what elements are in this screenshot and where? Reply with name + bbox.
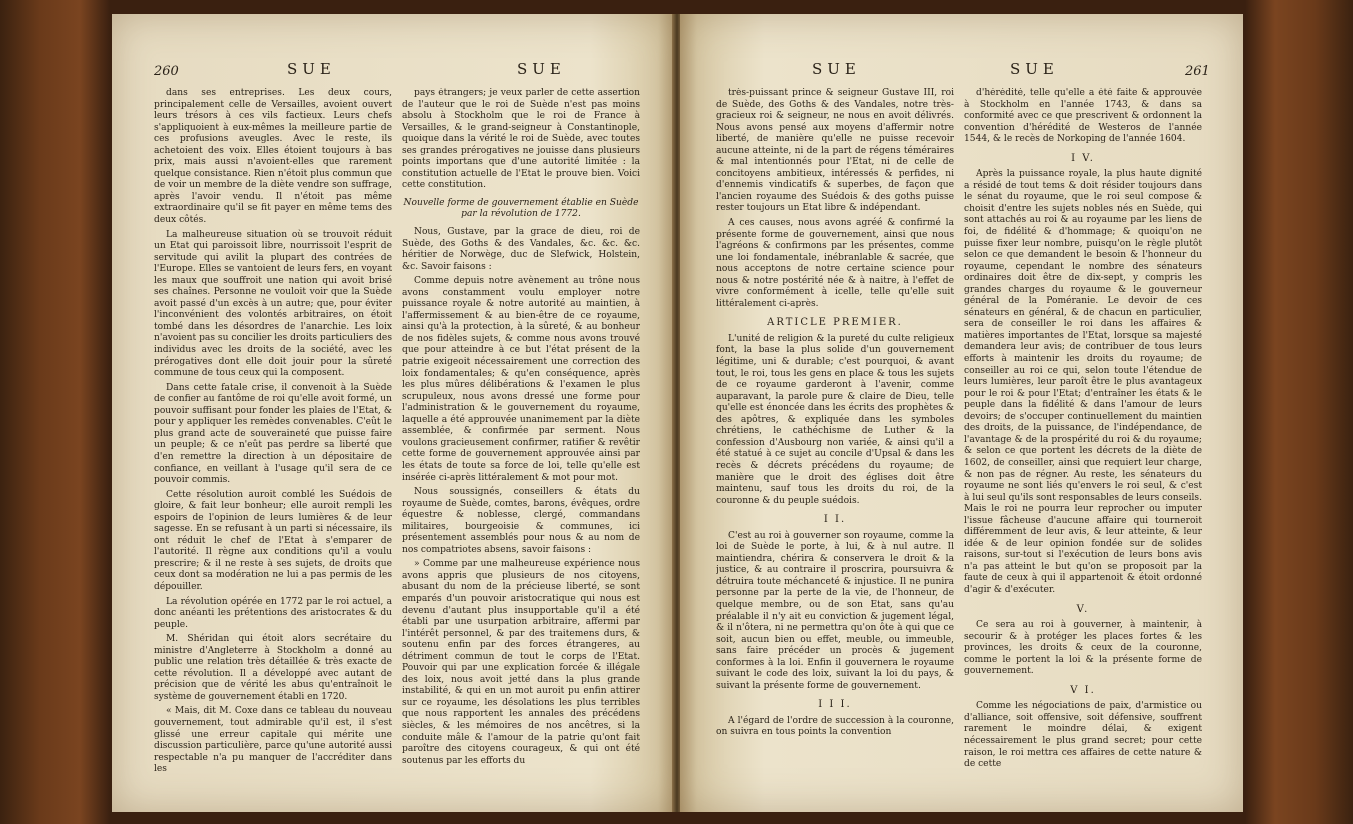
paragraph: pays étrangers; je veux parler de cette assertion de l'auteur que le roi de Suède n'est pas moins absolu à Stockholm que le roi de France à Versailles, & le grand-seigneur à Constantinople, quoique dans la vérité le roi de Suède, avec toutes ses grandes prérogatives ne jouisse dans plusieurs points importans que d'une autorité limitée : la constitution actuelle de l'Etat le prouve bien. Voici cette constitution.	[402, 88, 640, 191]
left-page	[112, 14, 675, 812]
paragraph: très-puissant prince & seigneur Gustave III, roi de Suède, des Goths & des Vandales, notre très-gracieux roi & seigneur, ne nous en avoit délivrés. Nous avons pensé aux moyens d'affermir notre liberté, de manière qu'elle ne puisse recevoir aucune atteinte, ni de la part de régens téméraires & mal intentionnés pour l'Etat, ni de celle de concitoyens ambitieux, intéressés & perfides, ni d'ennemis vindicatifs & superbes, de façon que l'ancien royaume des Suédois & des goths puisse rester toujours un Etat libre & indépendant.	[716, 88, 954, 214]
paragraph: d'hérédité, telle qu'elle a été faite & approuvée à Stockholm en l'année 1743, & dans sa conformité avec ce que prescrivent & ordonnent la convention d'hérédité de Westeros de l'année 1544, & le recès de Norkoping de l'année 1604.	[964, 88, 1202, 145]
paragraph: Après la puissance royale, la plus haute dignité a résidé de tout tems & doit résider toujours dans le sénat du royaume, que le roi seul compose & choisit d'entre les sujets nobles nés en Suède, qui sont attachés au roi & au royaume par les liens de foi, de fidélité & d'hommage; & quoiqu'on ne puisse fixer leur nombre, puisqu'on le règle plutôt selon ce que demandent le besoin & l'honneur du royaume, cependant le nombre des sénateurs ordinaires doit être de dix-sept, y compris les grandes charges du royaume & le gouverneur général de la Poméranie. Le devoir de ces sénateurs en général, & de chacun en particulier, sera de conseiller le roi dans les affaires & matières importantes de l'Etat, lorsque sa majesté demandera leur avis; de contribuer de tous leurs efforts à maintenir les droits du royaume; de conseiller au roi ce qui, selon toute l'étendue de leurs lumières, leur paroît être le plus avantageux pour le roi & pour l'Etat; d'entraîner les états & le peuple dans la fidélité & dans l'amour de leurs devoirs; de s'occuper continuellement du maintien des droits, de la puissance, de l'indépendance, de l'avantage & de la prospérité du roi & du royaume; & selon ce que portent les décrets de la diète de 1602, de conseiller, ainsi que requiert leur charge, & non pas de régner. Au reste, les sénateurs du royaume ne sont liés qu'envers le roi seul, & c'est à lui seul qu'ils sont responsables de leurs conseils. Mais le roi ne pourra leur reprocher ou imputer l'issue fâcheuse d'aucune affaire qui tourneroit différemment de leur avis, & leur atteinte, & leur idée & de leur opinion fondée sur de solides raisons, sur-tout si l'exécution de leurs bons avis n'a pas atteint le but qu'on se proposoit par la faute de ceux à qui il appartenoit & étoit ordonné d'agir & d'exécuter.	[964, 169, 1202, 595]
paragraph: Cette résolution auroit comblé les Suédois de gloire, & fait leur bonheur; elle auroit rempli les espoirs de l'opinion de leurs lumières & de leur sagesse. En se refusant à un parti si nécessaire, ils ont réduit le chef de l'Etat à s'emparer de l'autorité. Il règne aux conditions qu'il a voulu prescrire; & il ne reste à ses sujets, de droits que ceux dont sa modération ne lui a pas permis de les dépouiller.	[154, 489, 392, 592]
paragraph: Dans cette fatale crise, il convenoit à la Suède de confier au fantôme de roi qu'elle avoit formé, un pouvoir suffisant pour fonder les plaies de l'Etat, & pour y appliquer les remèdes convenables. C'eût le plus grand acte de souveraineté que puisse faire un peuple; & ce n'eût pas perdre sa liberté que d'en remettre la direction à un dépositaire de confiance, en veillant à l'usage qu'il sera de ce pouvoir commis.	[154, 382, 392, 486]
paragraph: Nous soussignés, conseillers & états du royaume de Suède, comtes, barons, évêques, ordre équestre & noblesse, clergé, commandans militaires, bourgeoisie & communes, ici présentement assemblés pour nous & au nom de nos compatriotes absens, savoir faisons :	[402, 487, 640, 555]
running-head-right-2: SUE	[1010, 60, 1059, 78]
paragraph: Comme les négociations de paix, d'armistice ou d'alliance, soit offensive, soit défensive, souffrent rarement le moindre délai, & exigent nécessairement le plus grand secret; pour cette raison, le roi mettra ces affaires de cette nature & de cette	[964, 701, 1202, 770]
article-heading: ARTICLE PREMIER.	[767, 317, 903, 329]
paragraph: « Mais, dit M. Coxe dans ce tableau du nouveau gouvernement, tout admirable qu'il est, il s'est glissé une erreur capitale qui mérite une discussion particulière, parce qu'une autorité aussi respectable n'a pu manquer de l'accréditer dans les	[154, 706, 392, 775]
article-heading: I I I.	[818, 699, 852, 711]
paragraph: Ce sera au roi à gouverner, à maintenir, à secourir & à protéger les places fortes & les provinces, les droits & ceux de la couronne, comme le portent la loi & la présente forme de gouvernement.	[964, 620, 1202, 677]
running-head-left-2: SUE	[517, 60, 566, 78]
page-number-left: 260	[154, 64, 179, 79]
paragraph: La révolution opérée en 1772 par le roi actuel, a donc anéanti les prétentions des aristocrates & du peuple.	[154, 596, 392, 630]
running-head-left-1: SUE	[287, 60, 336, 78]
paragraph: » Comme par une malheureuse expérience nous avons appris que plusieurs de nos citoyens, abusant du nom de la précieuse liberté, se sont emparés d'un pouvoir aristocratique qui nous est devenu d'autant plus insupportable qu'il a été établi par une usurpation arbitraire, affermi par l'intérêt personnel, & par des traitemens durs, & soutenu enfin par des forces étrangeres, au détriment commun de tout le corps de l'Etat. Pouvoir qui par une explication forcée & illégale des loix, nous avoit jetté dans la plus grande instabilité, & qui en un mot auroit pu enfin attirer sur ce royaume, les désolations les plus terribles que nous rapportent les annales des précédens siècles, & les mémoires de nos ancêtres, si la conduite mâle & l'amour de la patrie qu'ont fait paroître des citoyens courageux, & qui ont été soutenus par les efforts du	[402, 559, 640, 766]
paragraph: C'est au roi à gouverner son royaume, comme la loi de Suède le porte, à lui, & à nul autre. Il maintiendra, chérira & conservera le droit & la justice, & au contraire il proscrira, poursuivra & détruira toute méchanceté & injustice. Il ne punira personne par la perte de la vie, de l'honneur, de quelque membre, ou de son Etat, sans qu'au préalable il n'y ait eu conviction & jugement légal, & il n'ôtera, ni ne permettra qu'on ôte à qui que ce soit, aucun bien ou effet, meuble, ou immeuble, sans faire précéder un procès & jugement conformes à la loi. Enfin il gouvernera le royaume suivant le code des loix, suivant la loi du pays, & suivant la présente forme de gouvernement.	[716, 530, 954, 691]
article-heading: I I.	[823, 514, 847, 526]
right-page-column-1	[716, 88, 954, 800]
article-heading: I V.	[1071, 152, 1095, 164]
paragraph: M. Shéridan qui étoit alors secrétaire du ministre d'Angleterre à Stockholm a donné au public une relation très détaillée & très exacte de cette révolution. Il a développé avec autant de précision que de vérité les abus qu'entraînoit le système de gouvernement établi en 1720.	[154, 634, 392, 702]
paragraph: dans ses entreprises. Les deux cours, principalement celle de Versailles, avoient ouvert leurs trésors à ces vils factieux. Leurs chefs s'appliquoient à eux-mêmes la meilleure partie de ces profusions aveugles. Avec le reste, ils achetoient des voix. Elles étoient toujours à bas prix, mais aussi n'avoient-elles que rarement quelque consistance. Rien n'étoit plus commun que de voir un membre de la diète vendre son suffrage, après l'avoir vendu. Il n'étoit pas même extraordinaire qu'il se fit payer en même tems des deux côtés.	[154, 88, 392, 226]
paragraph: A l'égard de l'ordre de succession à la couronne, on suivra en tous points la convention	[716, 715, 954, 738]
right-page-column-2	[964, 88, 1202, 800]
paragraph: Nous, Gustave, par la grace de dieu, roi de Suède, des Goths & des Vandales, &c. &c. &c. héritier de Norwège, duc de Slefwick, Holstein, &c. Savoir faisons :	[402, 227, 640, 272]
page-number-right: 261	[1185, 64, 1210, 79]
right-page	[680, 14, 1243, 812]
paragraph: L'unité de religion & la pureté du culte religieux font, la base la plus solide d'un gouvernement légitime, uni & durable; c'est pourquoi, & avant tout, le roi, tous les gens en place & tous les sujets de ce royaume garderont à l'avenir, comme auparavant, la parole pure & claire de Dieu, telle qu'elle est énoncée dans les écrits des prophètes & des apôtres, & expliquée dans les symboles chrétiens, le cathéchisme de Luther & la confession d'Ausbourg non variée, & ainsi qu'il a été statué à ce sujet au concile d'Upsal & dans les recès & décrets précédens du royaume; de manière que le droit des églises doit être maintenu, sauf tous les droits du roi, de la couronne & du peuple suédois.	[716, 333, 954, 506]
left-page-column-2	[402, 88, 640, 800]
paragraph: La malheureuse situation où se trouvoit réduit un Etat qui paroissoit libre, nourrissoit l'esprit de servitude qui avilit la plupart des contrées de l'Europe. Elles se vantoient de leurs fers, en voyant les maux que souffroit une nation qui avoit brisé ses chaînes. Personne ne vouloit voir que la Suède avoit passé d'un excès à un autre; que, pour éviter l'inconvénient des volontés arbitraires, on étoit tombé dans les désordres de l'anarchie. Les loix n'avoient pas su concilier les droits particuliers des individus avec les droits de la société, avec les prérogatives dont elle doit jouir pour la sûreté commune de tous ceux qui la composent.	[154, 229, 392, 379]
running-head-right-1: SUE	[812, 60, 861, 78]
left-page-column-1	[154, 88, 392, 800]
article-heading: V I.	[1070, 684, 1096, 696]
paragraph: Comme depuis notre avènement au trône nous avons constamment voulu employer notre puissance royale & notre autorité au maintien, à l'affermissement & au bien-être de ce royaume, ainsi qu'à la protection, à la sûreté, & au bonheur de nos fidèles sujets, & comme nous avons trouvé que pour atteindre à ce but l'état présent de la patrie exigeoit nécessairement une correction des loix fondamentales; & qu'en conséquence, après les plus mûres délibérations & l'examen le plus scrupuleux, nous avons dressé une forme pour l'administration & le gouvernement du royaume, laquelle a été approuvée unanimement par la diète assemblée, & confirmée par serment. Nous voulons gracieusement confirmer, ratifier & revêtir cette forme de gouvernement approuvée ainsi par les états de toute sa force de loi, telle qu'elle est insérée ci-après littéralement & mot pour mot.	[402, 276, 640, 483]
section-title: Nouvelle forme de gouvernement établie en Suède par la révolution de 1772.	[403, 197, 639, 220]
paragraph: A ces causes, nous avons agréé & confirmé la présente forme de gouvernement, ainsi que nous l'agréons & confirmons par les présentes, comme une loi fondamentale, inébranlable & sacrée, que nous acceptons de notre certaine science pour nous & notre postérité née & à naitre, à l'effet de vivre conformément à icelle, telle qu'elle suit littéralement ci-après.	[716, 218, 954, 309]
article-heading: V.	[1076, 603, 1090, 615]
